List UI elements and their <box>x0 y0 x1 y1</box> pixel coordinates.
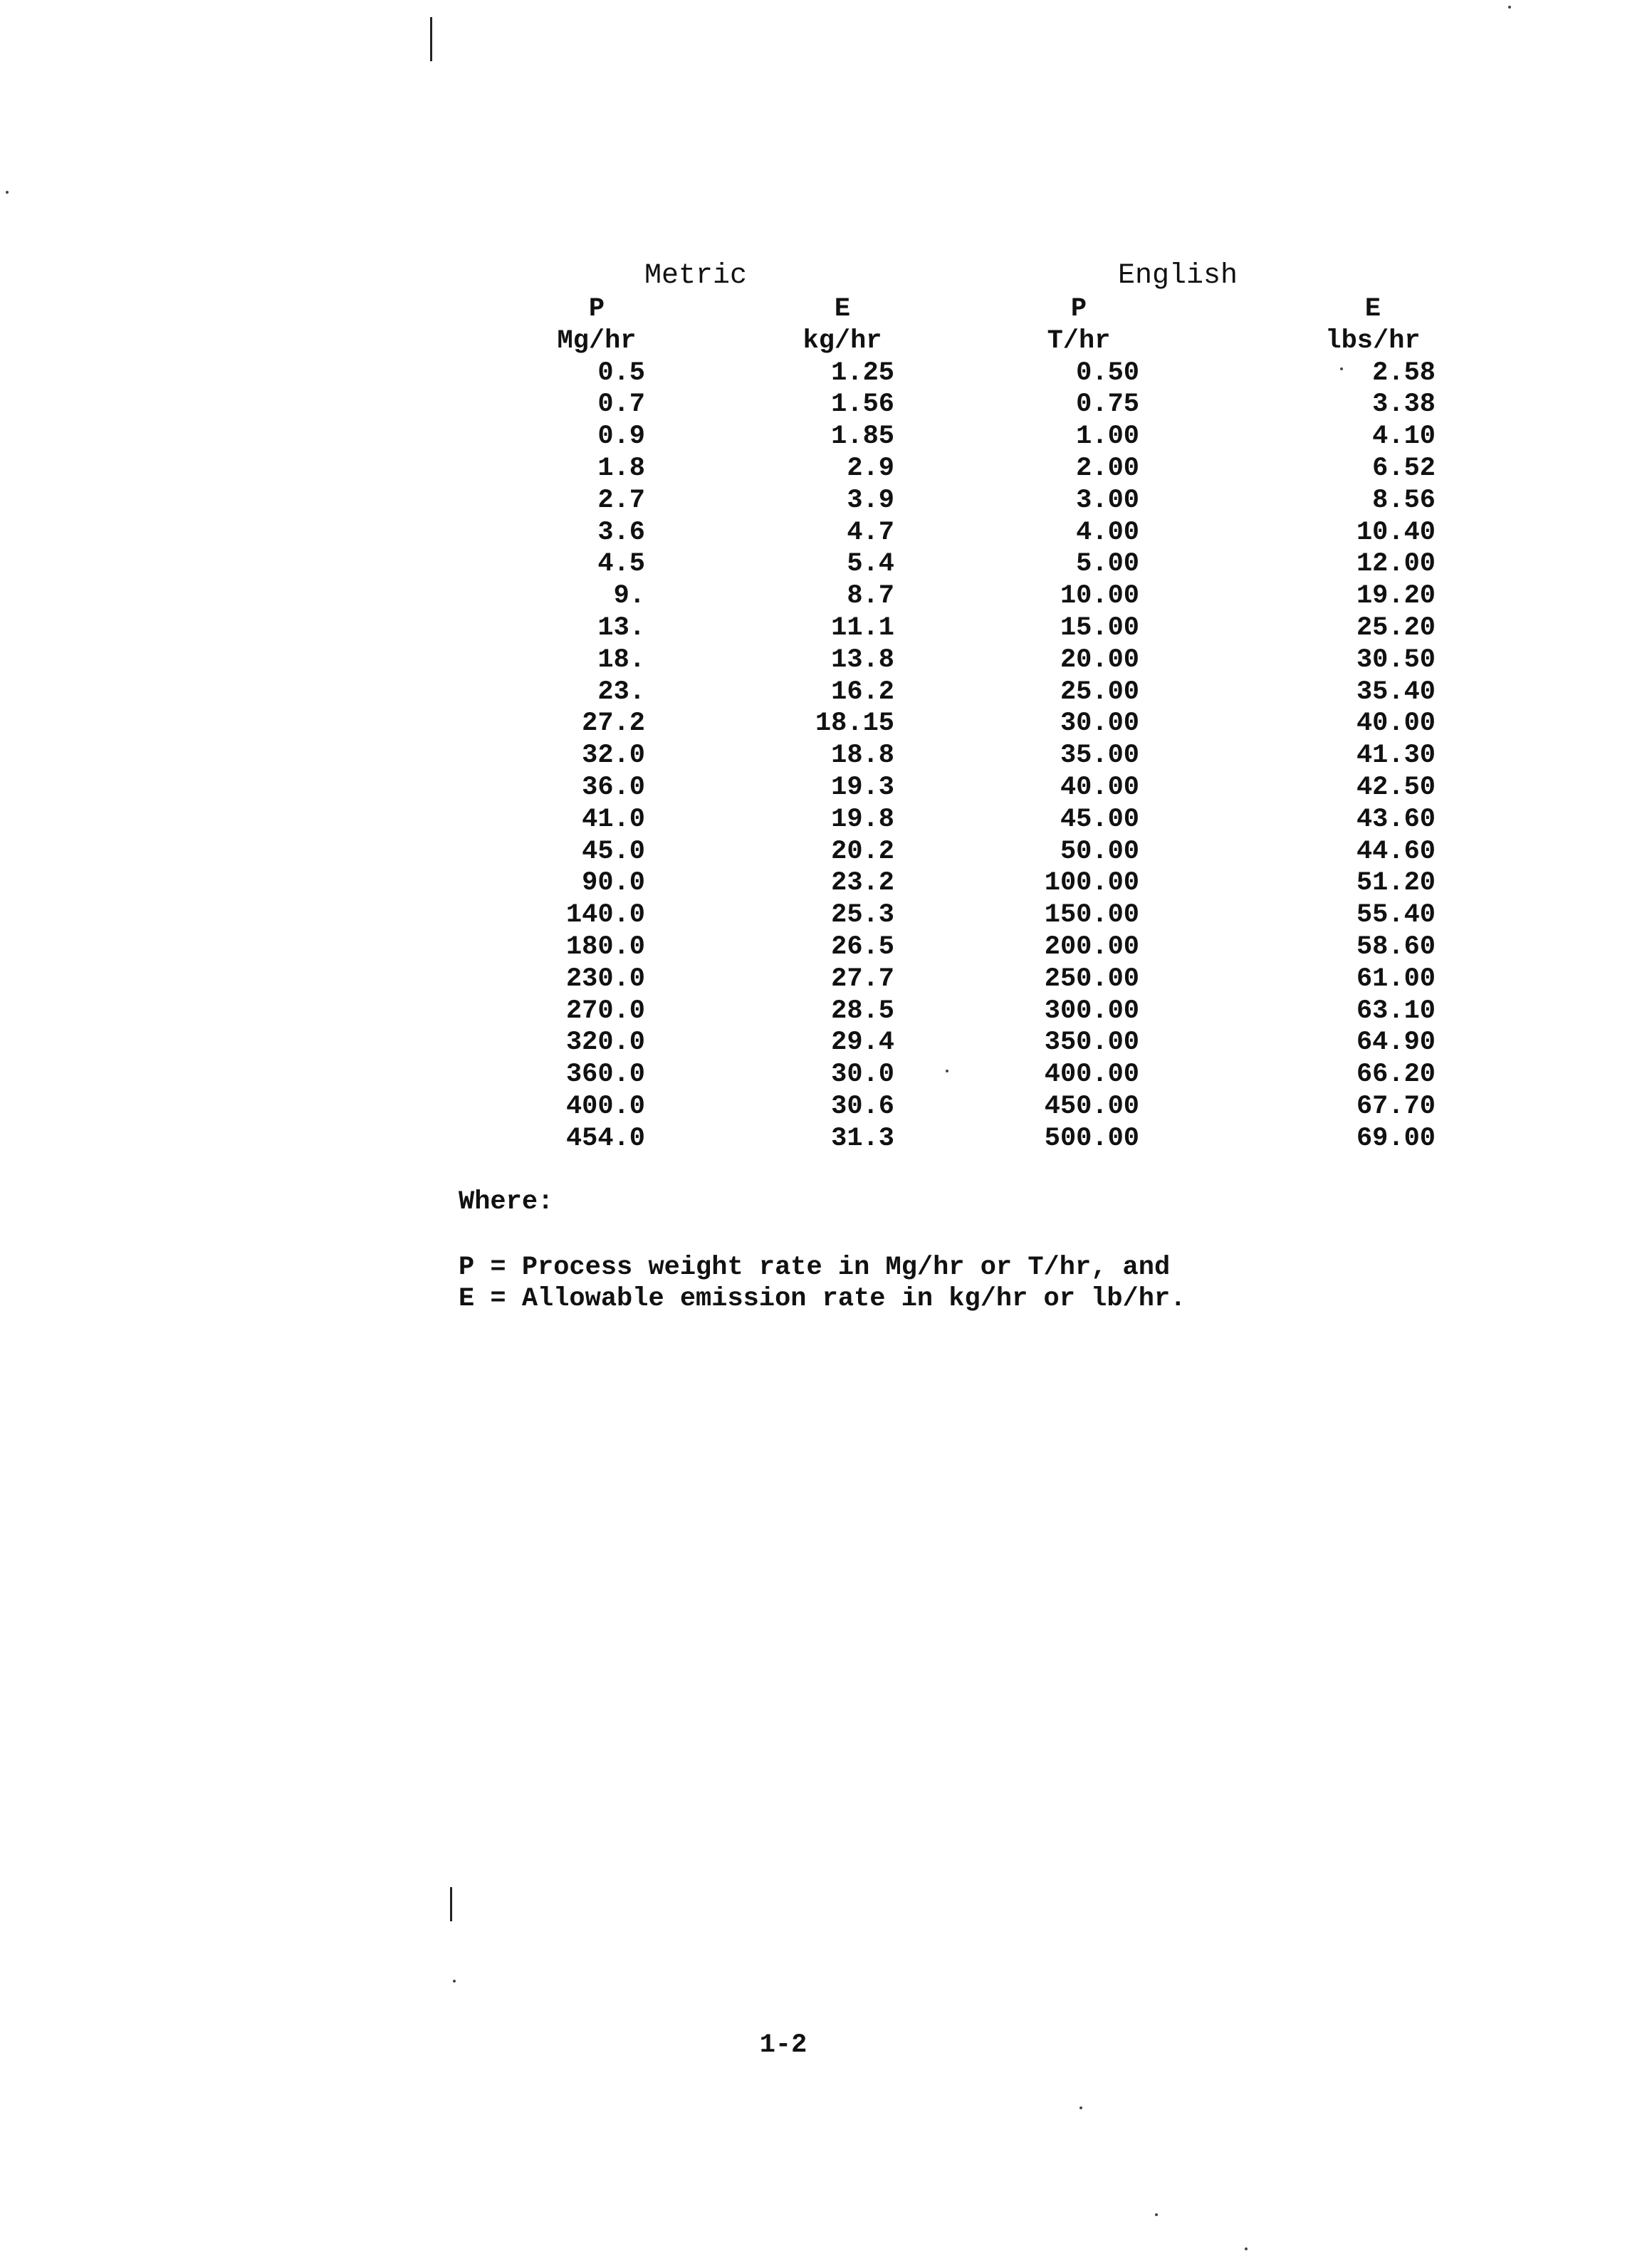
english-e-column <box>1310 293 1436 1155</box>
scan-speck <box>453 1980 456 1983</box>
table-cell: 63.10 <box>1356 996 1436 1026</box>
scan-speck <box>6 191 9 194</box>
table-cell: 18.8 <box>831 741 894 771</box>
metric-p-column <box>548 293 645 1155</box>
table-cell: 35.00 <box>1060 741 1139 771</box>
table-cell: 64.90 <box>1356 1028 1436 1058</box>
table-cell: 28.5 <box>831 996 894 1026</box>
definition-p: P = Process weight rate in Mg/hr or T/hr, and <box>459 1253 1171 1283</box>
table-cell: 350.00 <box>1044 1028 1139 1058</box>
table-cell: 25.20 <box>1356 612 1436 643</box>
table-cell: 0.75 <box>1076 390 1139 420</box>
column-unit: T/hr <box>1047 325 1111 356</box>
table-cell: 6.52 <box>1372 453 1436 484</box>
table-cell: 3.6 <box>597 517 645 548</box>
table-cell: 27.2 <box>582 709 645 739</box>
table-cell: 400.00 <box>1044 1060 1139 1090</box>
table-cell: 8.7 <box>847 581 894 612</box>
table-cell: 2.9 <box>847 453 894 484</box>
table-cell: 23.2 <box>831 868 894 899</box>
table-cell: 4.00 <box>1076 517 1139 548</box>
table-cell: 0.7 <box>597 390 645 420</box>
table-cell: 8.56 <box>1372 485 1436 516</box>
table-cell: 1.85 <box>831 422 894 452</box>
table-cell: 19.20 <box>1356 581 1436 612</box>
table-cell: 270.0 <box>565 996 645 1026</box>
table-cell: 41.30 <box>1356 741 1436 771</box>
table-cell: 1.8 <box>597 453 645 484</box>
scan-speck <box>1155 2213 1158 2216</box>
table-cell: 5.00 <box>1076 549 1139 580</box>
table-cell: 10.40 <box>1356 517 1436 548</box>
table-cell: 30.6 <box>831 1091 894 1122</box>
table-cell: 16.2 <box>831 677 894 707</box>
table-cell: 58.60 <box>1356 931 1436 962</box>
table-cell: 25.00 <box>1060 677 1139 707</box>
table-cell: 20.2 <box>831 836 894 867</box>
page-number: 1-2 <box>759 2030 807 2060</box>
scan-speck <box>946 1070 948 1072</box>
column-unit: Mg/hr <box>557 325 637 356</box>
table-cell: 45.00 <box>1060 804 1139 835</box>
table-cell: 4.7 <box>847 517 894 548</box>
table-cell: 320.0 <box>565 1028 645 1058</box>
scan-mark-top <box>430 17 432 61</box>
table-cell: 30.00 <box>1060 709 1139 739</box>
english-p-column <box>1018 293 1139 1155</box>
table-cell: 2.58 <box>1372 357 1436 388</box>
english-group-header: English <box>1118 260 1238 292</box>
table-cell: 19.3 <box>831 772 894 803</box>
metric-e-column <box>790 293 894 1155</box>
table-cell: 500.00 <box>1044 1123 1139 1154</box>
table-cell: 31.3 <box>831 1123 894 1154</box>
table-cell: 13. <box>597 612 645 643</box>
table-cell: 36.0 <box>582 772 645 803</box>
table-cell: 50.00 <box>1060 836 1139 867</box>
table-cell: 2.00 <box>1076 453 1139 484</box>
table-cell: 15.00 <box>1060 612 1139 643</box>
table-cell: 43.60 <box>1356 804 1436 835</box>
table-cell: 32.0 <box>582 741 645 771</box>
table-cell: 55.40 <box>1356 900 1436 931</box>
table-cell: 51.20 <box>1356 868 1436 899</box>
table-cell: 0.9 <box>597 422 645 452</box>
table-cell: 450.00 <box>1044 1091 1139 1122</box>
table-cell: 40.00 <box>1356 709 1436 739</box>
metric-group-header: Metric <box>644 260 748 292</box>
table-cell: 69.00 <box>1356 1123 1436 1154</box>
table-cell: 26.5 <box>831 931 894 962</box>
scan-speck <box>1245 2247 1248 2250</box>
column-unit: lbs/hr <box>1325 325 1421 356</box>
table-cell: 40.00 <box>1060 772 1139 803</box>
table-cell: 3.38 <box>1372 390 1436 420</box>
table-cell: 200.00 <box>1044 931 1139 962</box>
table-cell: 61.00 <box>1356 964 1436 994</box>
table-cell: 66.20 <box>1356 1060 1436 1090</box>
table-cell: 1.00 <box>1076 422 1139 452</box>
table-cell: 100.00 <box>1044 868 1139 899</box>
table-cell: 0.50 <box>1076 357 1139 388</box>
table-cell: 41.0 <box>582 804 645 835</box>
table-cell: 140.0 <box>565 900 645 931</box>
table-cell: 27.7 <box>831 964 894 994</box>
table-cell: 30.50 <box>1356 644 1436 675</box>
table-cell: 9. <box>613 581 645 612</box>
table-cell: 30.0 <box>831 1060 894 1090</box>
table-cell: 360.0 <box>565 1060 645 1090</box>
table-cell: 400.0 <box>565 1091 645 1122</box>
table-cell: 25.3 <box>831 900 894 931</box>
table-cell: 20.00 <box>1060 644 1139 675</box>
table-cell: 4.5 <box>597 549 645 580</box>
definition-e: E = Allowable emission rate in kg/hr or lb/hr. <box>459 1284 1186 1314</box>
table-cell: 42.50 <box>1356 772 1436 803</box>
table-cell: 454.0 <box>565 1123 645 1154</box>
table-cell: 0.5 <box>597 357 645 388</box>
column-symbol: E <box>834 294 851 324</box>
table-cell: 150.00 <box>1044 900 1139 931</box>
table-cell: 12.00 <box>1356 549 1436 580</box>
where-label: Where: <box>459 1187 554 1217</box>
table-cell: 5.4 <box>847 549 894 580</box>
column-symbol: E <box>1364 294 1381 324</box>
scan-mark-bottom <box>450 1887 452 1921</box>
column-unit: kg/hr <box>803 325 882 356</box>
table-cell: 44.60 <box>1356 836 1436 867</box>
table-cell: 11.1 <box>831 612 894 643</box>
table-cell: 29.4 <box>831 1028 894 1058</box>
table-cell: 13.8 <box>831 644 894 675</box>
column-symbol: P <box>1070 294 1087 324</box>
table-cell: 45.0 <box>582 836 645 867</box>
table-cell: 1.56 <box>831 390 894 420</box>
table-cell: 3.00 <box>1076 485 1139 516</box>
table-cell: 180.0 <box>565 931 645 962</box>
table-cell: 90.0 <box>582 868 645 899</box>
table-cell: 23. <box>597 677 645 707</box>
scan-speck <box>1508 6 1511 9</box>
table-cell: 300.00 <box>1044 996 1139 1026</box>
column-symbol: P <box>588 294 605 324</box>
table-cell: 67.70 <box>1356 1091 1436 1122</box>
scan-speck <box>1079 2106 1082 2109</box>
table-cell: 18. <box>597 644 645 675</box>
table-cell: 18.15 <box>815 709 894 739</box>
table-cell: 4.10 <box>1372 422 1436 452</box>
table-cell: 250.00 <box>1044 964 1139 994</box>
table-cell: 10.00 <box>1060 581 1139 612</box>
table-cell: 35.40 <box>1356 677 1436 707</box>
table-cell: 19.8 <box>831 804 894 835</box>
table-cell: 2.7 <box>597 485 645 516</box>
table-cell: 3.9 <box>847 485 894 516</box>
table-cell: 230.0 <box>565 964 645 994</box>
table-cell: 1.25 <box>831 357 894 388</box>
